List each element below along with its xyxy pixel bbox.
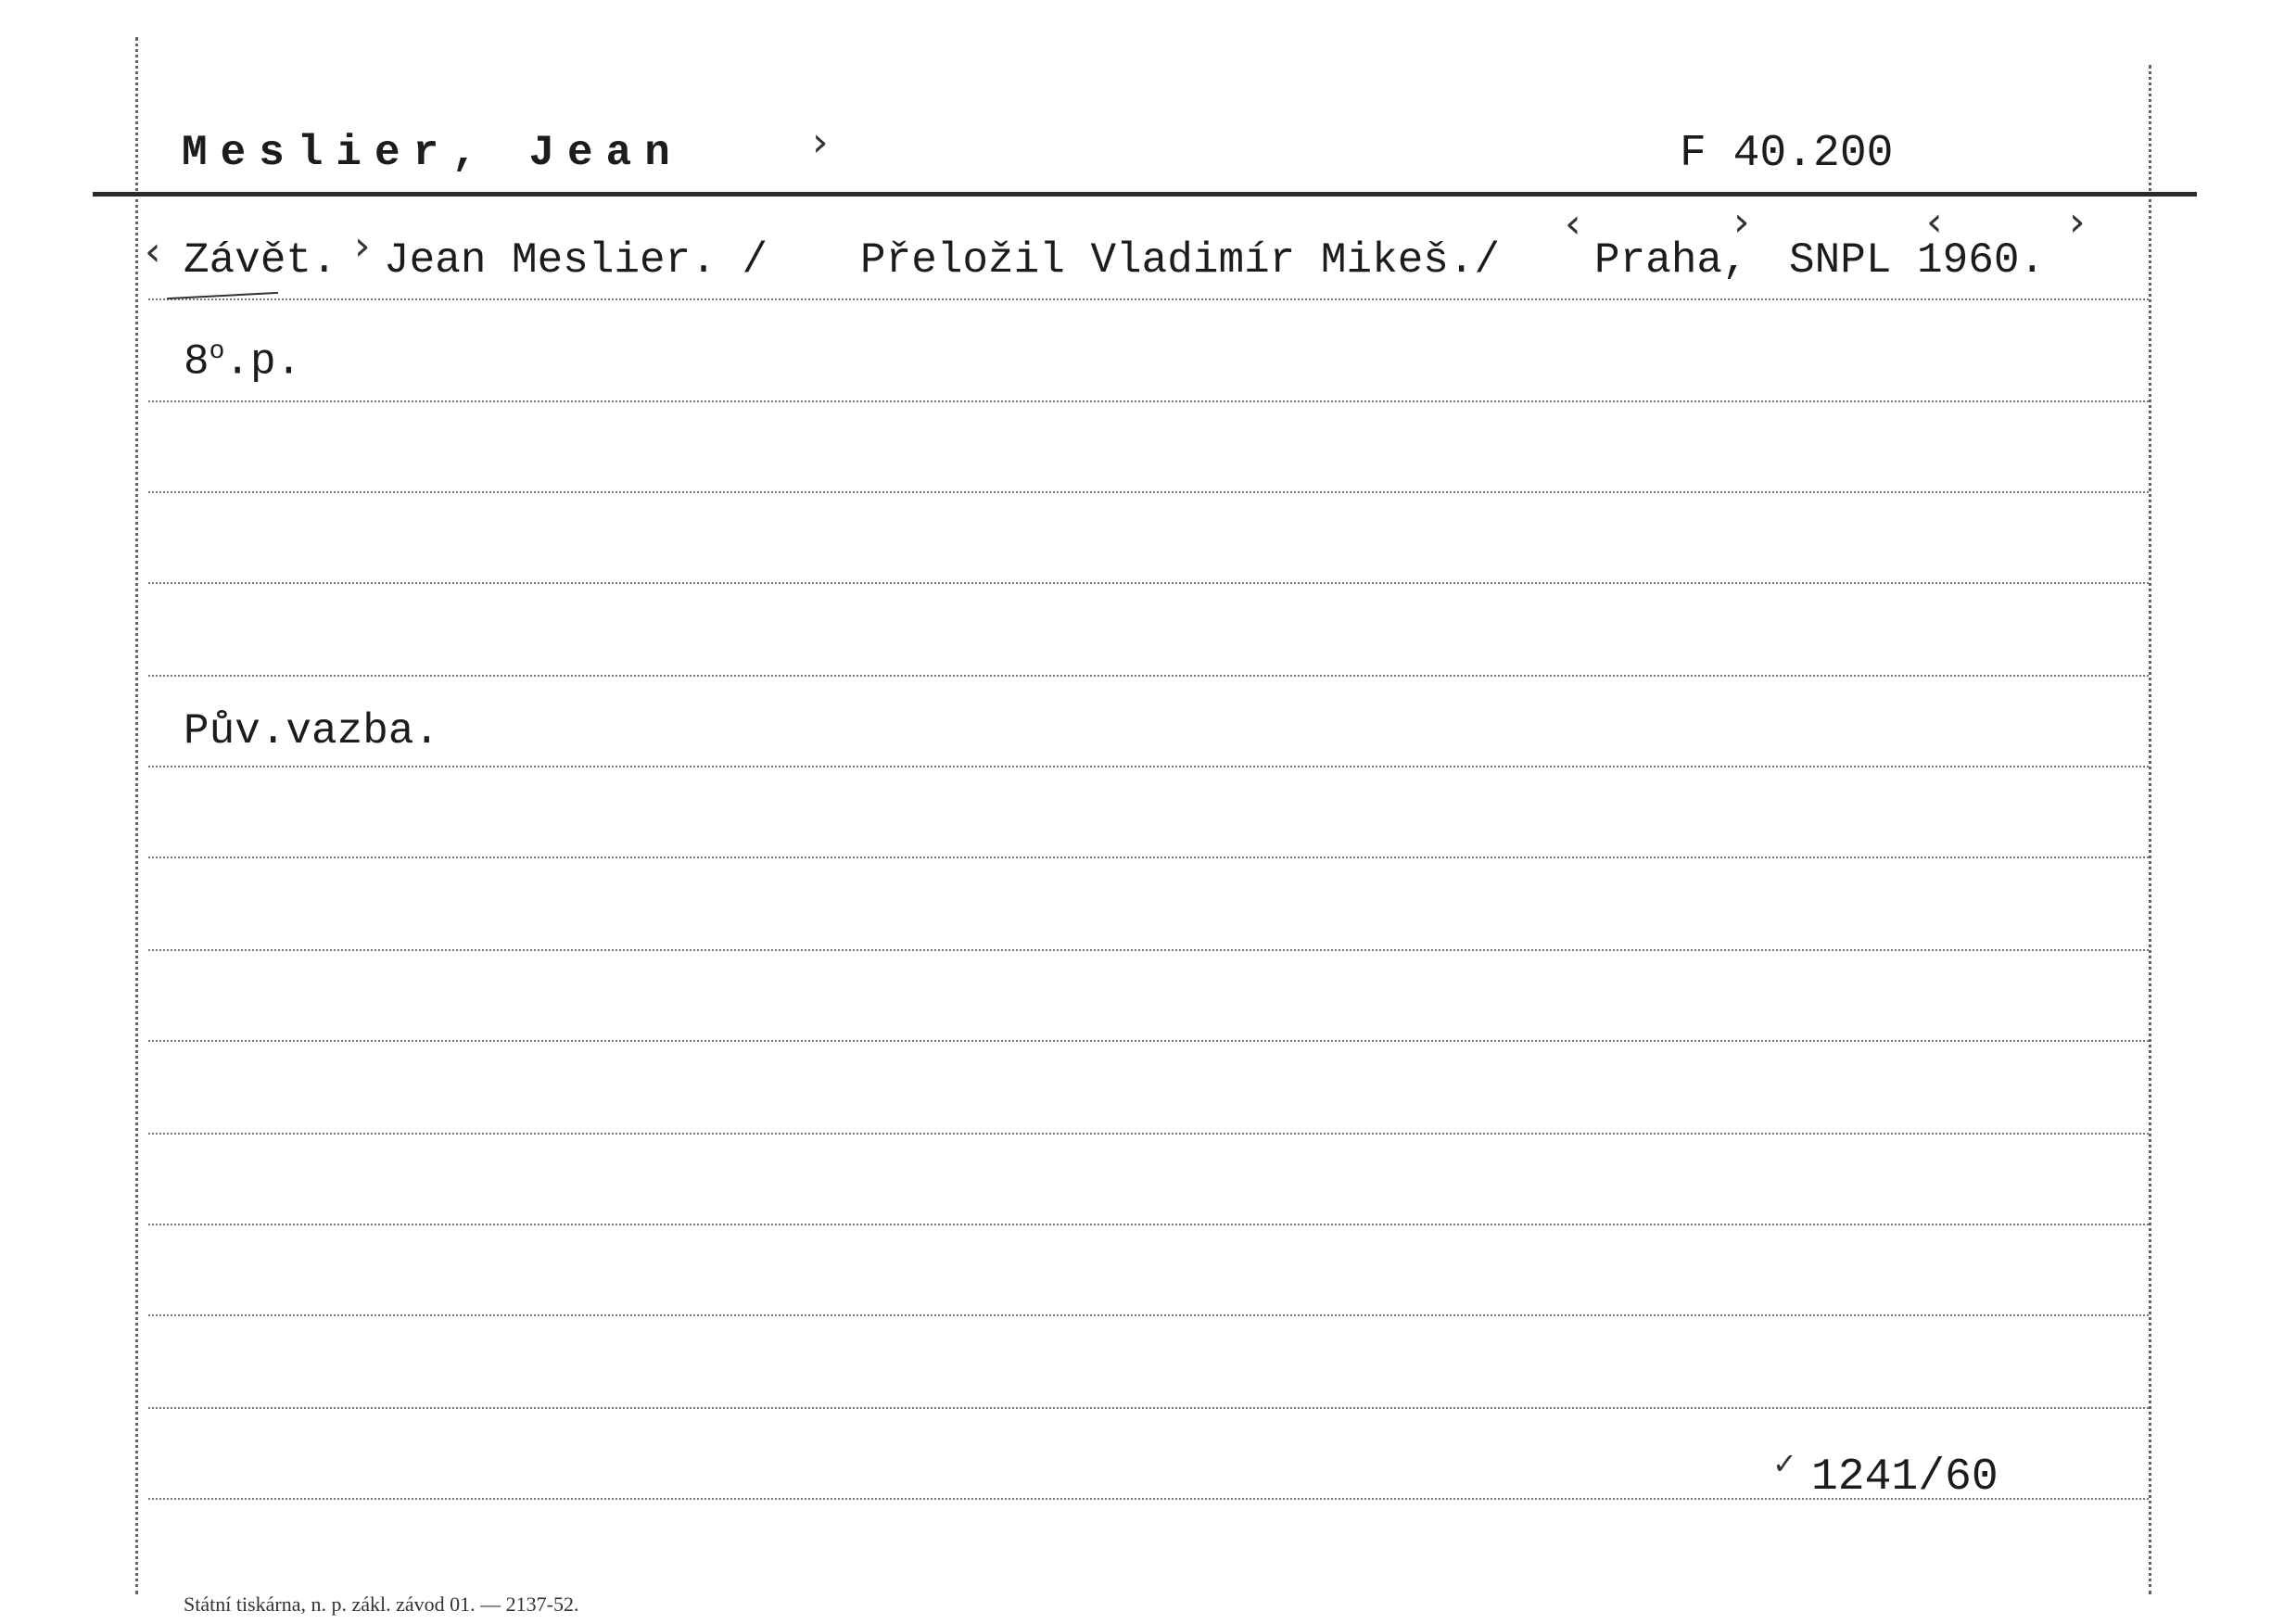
- ruled-line: [148, 856, 2149, 858]
- ruled-line: [148, 1040, 2149, 1042]
- bracket-mark-open: ‹: [1565, 200, 1581, 247]
- ruled-line: [148, 1133, 2149, 1135]
- left-border: [135, 37, 138, 1594]
- place-of-publication: Praha,: [1594, 236, 1748, 285]
- bracket-mark-close: ›: [1733, 198, 1750, 246]
- ruled-line: [148, 1314, 2149, 1316]
- publisher-year: SNPL 1960.: [1789, 236, 2046, 285]
- ruled-line: [148, 400, 2149, 402]
- ruled-line: [148, 582, 2149, 584]
- right-border: [2149, 65, 2151, 1594]
- bracket-mark-close: ›: [812, 119, 829, 166]
- bracket-mark-close: ›: [354, 222, 371, 270]
- translator-statement: Přeložil Vladimír Mikeš./: [860, 236, 1501, 285]
- statement-of-responsibility: Jean Meslier. /: [384, 236, 768, 285]
- bracket-mark-close: ›: [2069, 198, 2086, 246]
- ruled-line: [148, 491, 2149, 493]
- ruled-line: [148, 1224, 2149, 1225]
- printer-footer: Státní tiskárna, n. p. zákl. závod 01. — 2137-52.: [184, 1592, 579, 1616]
- format-base: 8: [184, 337, 209, 387]
- call-number: F 40.200: [1680, 129, 1894, 179]
- ruled-line: [148, 1407, 2149, 1409]
- format-superscript: o: [209, 337, 225, 366]
- title-text: Závět.: [184, 236, 337, 285]
- accession-number: 1241/60: [1811, 1453, 1998, 1503]
- ruled-line: [148, 766, 2149, 768]
- ruled-line: [148, 675, 2149, 677]
- ruled-line: [148, 949, 2149, 951]
- bracket-mark-open: ‹: [145, 228, 161, 275]
- binding-note: Pův.vazba.: [184, 707, 440, 755]
- ruled-line: [148, 298, 2149, 300]
- author-heading: Meslier, Jean: [182, 129, 683, 177]
- format-rest: .p.: [224, 337, 302, 387]
- heading-rule: [93, 192, 2197, 197]
- bracket-mark-open: ‹: [1926, 198, 1943, 246]
- format-line: [184, 337, 302, 387]
- checkmark-icon: ✓: [1772, 1446, 1797, 1481]
